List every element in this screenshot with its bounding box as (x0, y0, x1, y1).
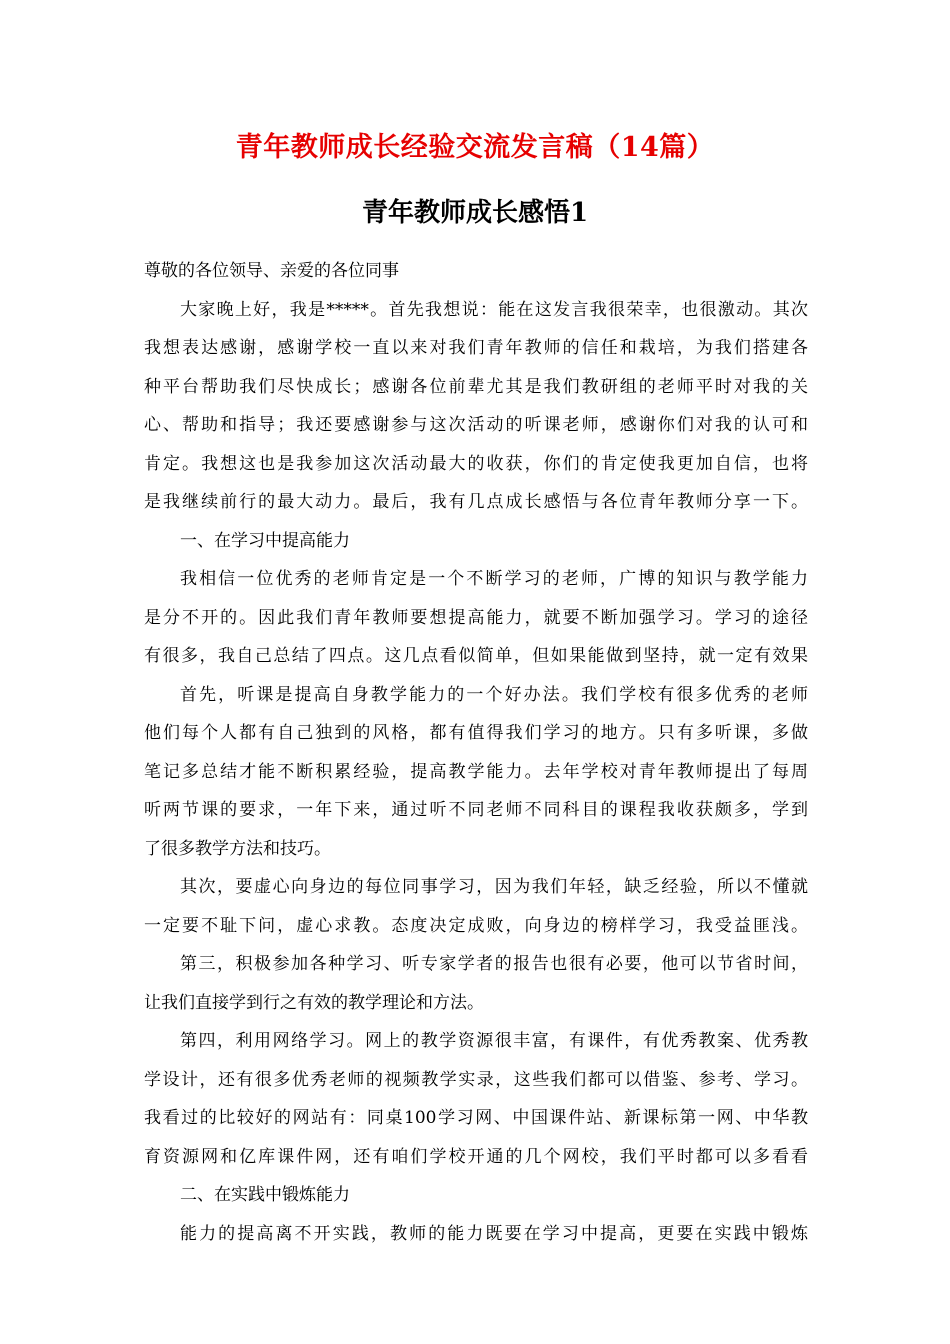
paragraph-line: 是我继续前行的最大动力。最后，我有几点成长感悟与各位青年教师分享一下。 (144, 492, 808, 512)
paragraph-line: 我想表达感谢，感谢学校一直以来对我们青年教师的信任和栽培，为我们搭建各 (144, 338, 808, 358)
paragraph-line: 其次，要虚心向身边的每位同事学习，因为我们年轻，缺乏经验，所以不懂就 (180, 877, 808, 897)
paragraph-line: 第三，积极参加各种学习、听专家学者的报告也很有必要，他可以节省时间， (180, 954, 808, 974)
paragraph-line: 有很多，我自己总结了四点。这几点看似简单，但如果能做到坚持，就一定有效果 (144, 646, 808, 666)
paragraph-line: 我看过的比较好的网站有：同桌100学习网、中国课件站、新课标第一网、中华教 (144, 1108, 808, 1128)
paragraph-line: 一定要不耻下问，虚心求教。态度决定成败，向身边的榜样学习，我受益匪浅。 (144, 915, 808, 936)
body-text (144, 252, 808, 1253)
paragraph-line: 了很多教学方法和技巧。 (144, 838, 331, 859)
paragraph-line: 首先，听课是提高自身教学能力的一个好办法。我们学校有很多优秀的老师 (180, 684, 808, 705)
paragraph-line: 肯定。我想这也是我参加这次活动最大的收获，你们的肯定使我更加自信，也将 (144, 453, 808, 474)
paragraph-line: 他们每个人都有自己独到的风格，都有值得我们学习的地方。只有多听课，多做 (144, 723, 808, 743)
paragraph-line: 第四，利用网络学习。网上的教学资源很丰富，有课件，有优秀教案、优秀教 (180, 1031, 808, 1051)
paragraph-line: 让我们直接学到行之有效的教学理论和方法。 (144, 992, 484, 1013)
paragraph-line: 听两节课的要求，一年下来，通过听不同老师不同科目的课程我收获颇多，学到 (144, 800, 808, 820)
document-title: 青年教师成长经验交流发言稿（14篇） (235, 132, 715, 163)
paragraph-line: 大家晚上好，我是*****。首先我想说：能在这发言我很荣幸，也很激动。其次 (180, 299, 808, 320)
paragraph-line: 笔记多总结才能不断积累经验，提高教学能力。去年学校对青年教师提出了每周 (144, 761, 808, 782)
paragraph-line: 我相信一位优秀的老师肯定是一个不断学习的老师，广博的知识与教学能力 (180, 569, 808, 589)
salutation-line: 尊敬的各位领导、亲爱的各位同事 (144, 261, 399, 281)
paragraph-line: 心、帮助和指导；我还要感谢参与这次活动的听课老师，感谢你们对我的认可和 (144, 415, 808, 435)
subheading-line: 二、在实践中锻炼能力 (180, 1185, 350, 1205)
paragraph-line: 种平台帮助我们尽快成长；感谢各位前辈尤其是我们教研组的老师平时对我的关 (144, 376, 808, 397)
paragraph-line: 是分不开的。因此我们青年教师要想提高能力，就要不断加强学习。学习的途径 (144, 607, 808, 628)
subheading-line: 一、在学习中提高能力 (180, 530, 350, 551)
paragraph-line: 学设计，还有很多优秀老师的视频教学实录，这些我们都可以借鉴、参考、学习。 (144, 1069, 808, 1090)
section-title: 青年教师成长感悟1 (361, 198, 589, 228)
paragraph-line: 育资源网和亿库课件网，还有咱们学校开通的几个网校，我们平时都可以多看看 (144, 1146, 808, 1167)
paragraph-line: 能力的提高离不开实践，教师的能力既要在学习中提高，更要在实践中锻炼 (180, 1223, 808, 1244)
